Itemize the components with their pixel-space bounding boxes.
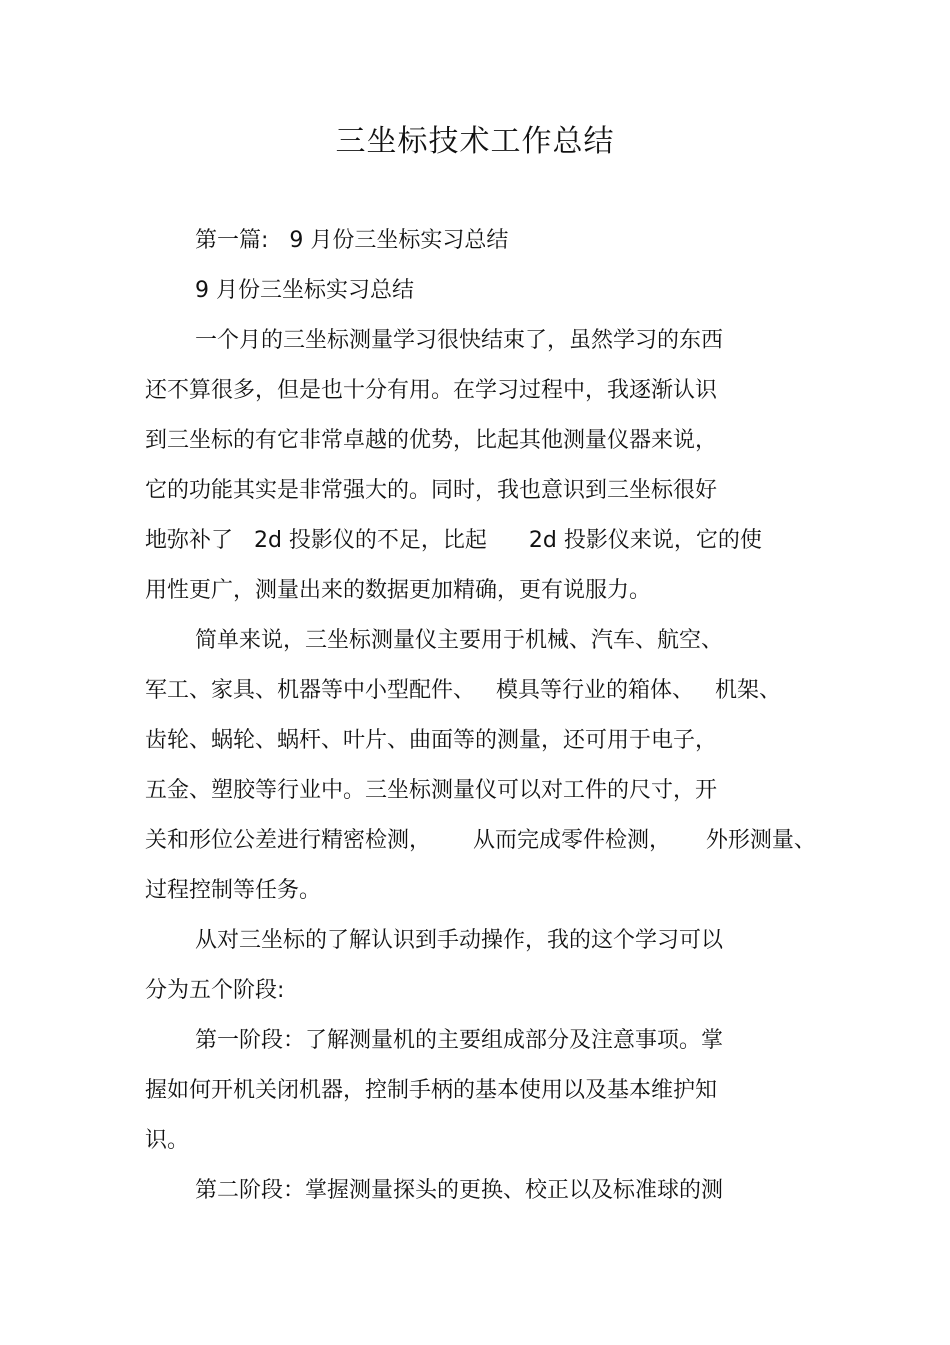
paragraph-line: 军工、家具、机器等中小型配件、 模具等行业的箱体、 机架、	[145, 678, 781, 703]
paragraph-line: 第二阶段：掌握测量探头的更换、校正以及标准球的测	[195, 1178, 724, 1203]
paragraph-line: 简单来说，三坐标测量仪主要用于机械、汽车、航空、	[195, 628, 724, 653]
paragraph-line: 还不算很多，但是也十分有用。在学习过程中，我逐渐认识	[145, 378, 718, 403]
subsection-heading: 9 月份三坐标实习总结	[195, 278, 414, 303]
paragraph-line: 从对三坐标的了解认识到手动操作，我的这个学习可以	[195, 928, 724, 953]
paragraph-line: 关和形位公差进行精密检测， 从而完成零件检测， 外形测量、	[145, 828, 816, 853]
paragraph-line: 一个月的三坐标测量学习很快结束了，虽然学习的东西	[195, 328, 724, 353]
paragraph-line: 地弥补了 2d 投影仪的不足，比起 2d 投影仪来说，它的使	[145, 528, 762, 553]
paragraph-line: 到三坐标的有它非常卓越的优势，比起其他测量仪器来说，	[145, 428, 718, 453]
paragraph-line: 用性更广，测量出来的数据更加精确，更有说服力。	[145, 578, 652, 603]
paragraph-line: 识。	[145, 1128, 190, 1153]
paragraph-line: 握如何开机关闭机器，控制手柄的基本使用以及基本维护知	[145, 1078, 718, 1103]
paragraph-line: 它的功能其实是非常强大的。同时，我也意识到三坐标很好	[145, 478, 718, 503]
paragraph-line: 过程控制等任务。	[145, 878, 322, 903]
document-title: 三坐标技术工作总结	[335, 124, 615, 159]
paragraph-line: 第一阶段：了解测量机的主要组成部分及注意事项。掌	[195, 1028, 724, 1053]
paragraph-line: 五金、塑胶等行业中。三坐标测量仪可以对工件的尺寸，开	[145, 778, 718, 803]
paragraph-line: 齿轮、蜗轮、蜗杆、叶片、曲面等的测量，还可用于电子，	[145, 728, 718, 753]
paragraph-line: 分为五个阶段:	[145, 978, 285, 1003]
section-heading: 第一篇: 9 月份三坐标实习总结	[195, 228, 509, 253]
